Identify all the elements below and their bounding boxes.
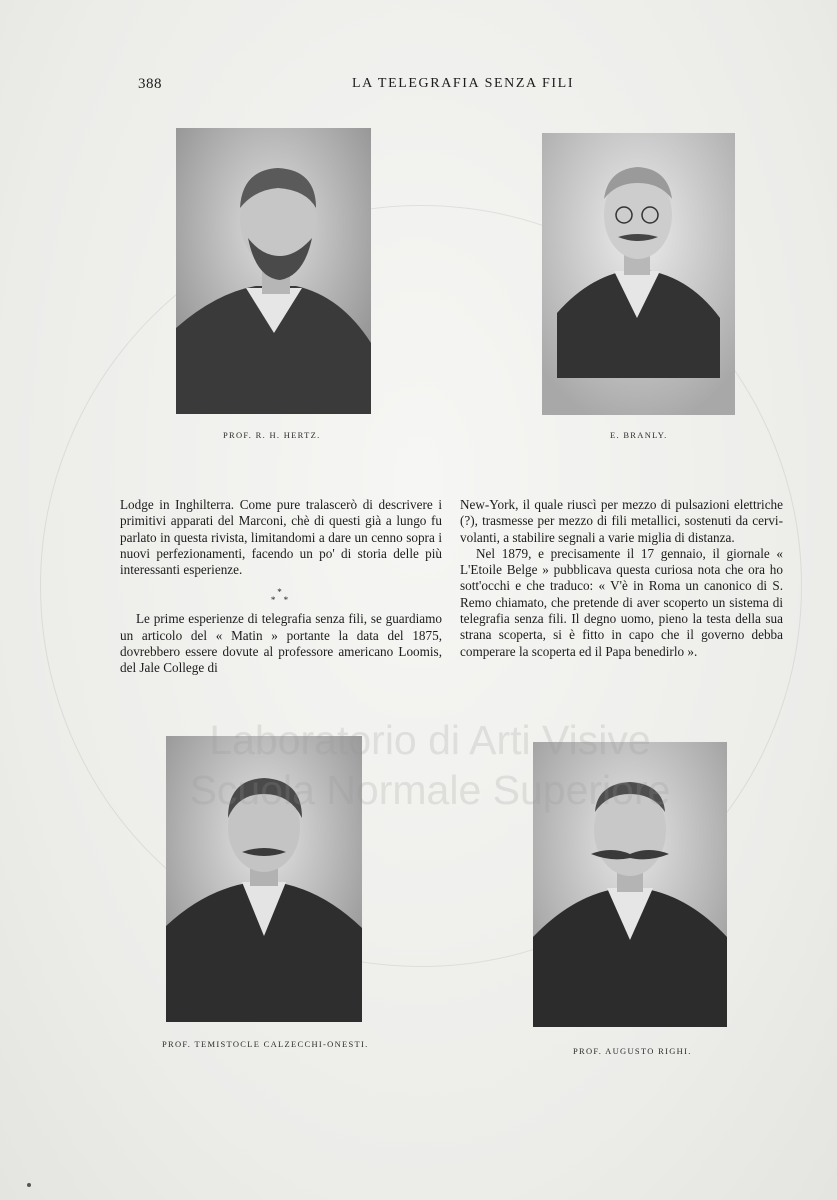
section-ornament: * * * (270, 587, 292, 606)
page-number: 388 (138, 76, 162, 92)
running-title: LA TELEGRAFIA SENZA FILI (352, 76, 575, 91)
right-paragraph-2: Nel 1879, e precisamente il 17 gennaio, il giornale « L'Etoile Belge » pubblicava questa curiosa nota che ora ho sott'occhi e che traduco: « V'è in Roma un canonico di S. Remo chiamato, che pretende di aver scoperto un sistema di telegrafia senza fili. Il degno uomo, pieno la testa della sua strana scoperta, si è fitto in capo che il governo debba comperare la scoperta ed il Papa benedirlo ». (460, 545, 783, 659)
scan-speck (27, 1183, 31, 1187)
portrait-righi (533, 742, 727, 1027)
left-paragraph-1: Lodge in Inghilterra. Come pure tralascerò di descrivere i primitivi apparati del Marconi, chè di questi già a lungo fu parlato in questa rivista, limitandomi a dare un cenno sopra i nuovi perfezionamenti, facendo un po' di storia delle più interessanti esperienze. (120, 497, 442, 578)
portrait-branly (542, 133, 735, 415)
portrait-calzecchi-onesti (166, 736, 362, 1022)
left-column (120, 497, 442, 677)
caption-branly: E. BRANLY. (610, 430, 668, 440)
portrait-hertz (176, 128, 371, 414)
caption-righi: PROF. AUGUSTO RIGHI. (573, 1046, 692, 1056)
right-column (460, 497, 783, 660)
left-paragraph-2: Le prime esperienze di telegrafia senza fili, se guardiamo un articolo del « Matin » portante la data del 1875, dovrebbero essere dovute al professore americano Loomis, del Jale College di (120, 611, 442, 676)
caption-calzecchi-onesti: PROF. TEMISTOCLE CALZECCHI-ONESTI. (162, 1039, 369, 1049)
right-paragraph-1: New-York, il quale riuscì per mezzo di pulsazioni elettriche (?), trasmesse per mezzo di fili metallici, sostenuti da cervi-volanti, a stabilire segnali a varie miglia di distanza. (460, 497, 783, 545)
watermark-line-2: Scuola Normale Superiore (189, 767, 671, 813)
page-header (0, 76, 837, 98)
watermark-line-1: Laboratorio di Arti Visive (209, 717, 651, 763)
caption-hertz: PROF. R. H. HERTZ. (223, 430, 321, 440)
